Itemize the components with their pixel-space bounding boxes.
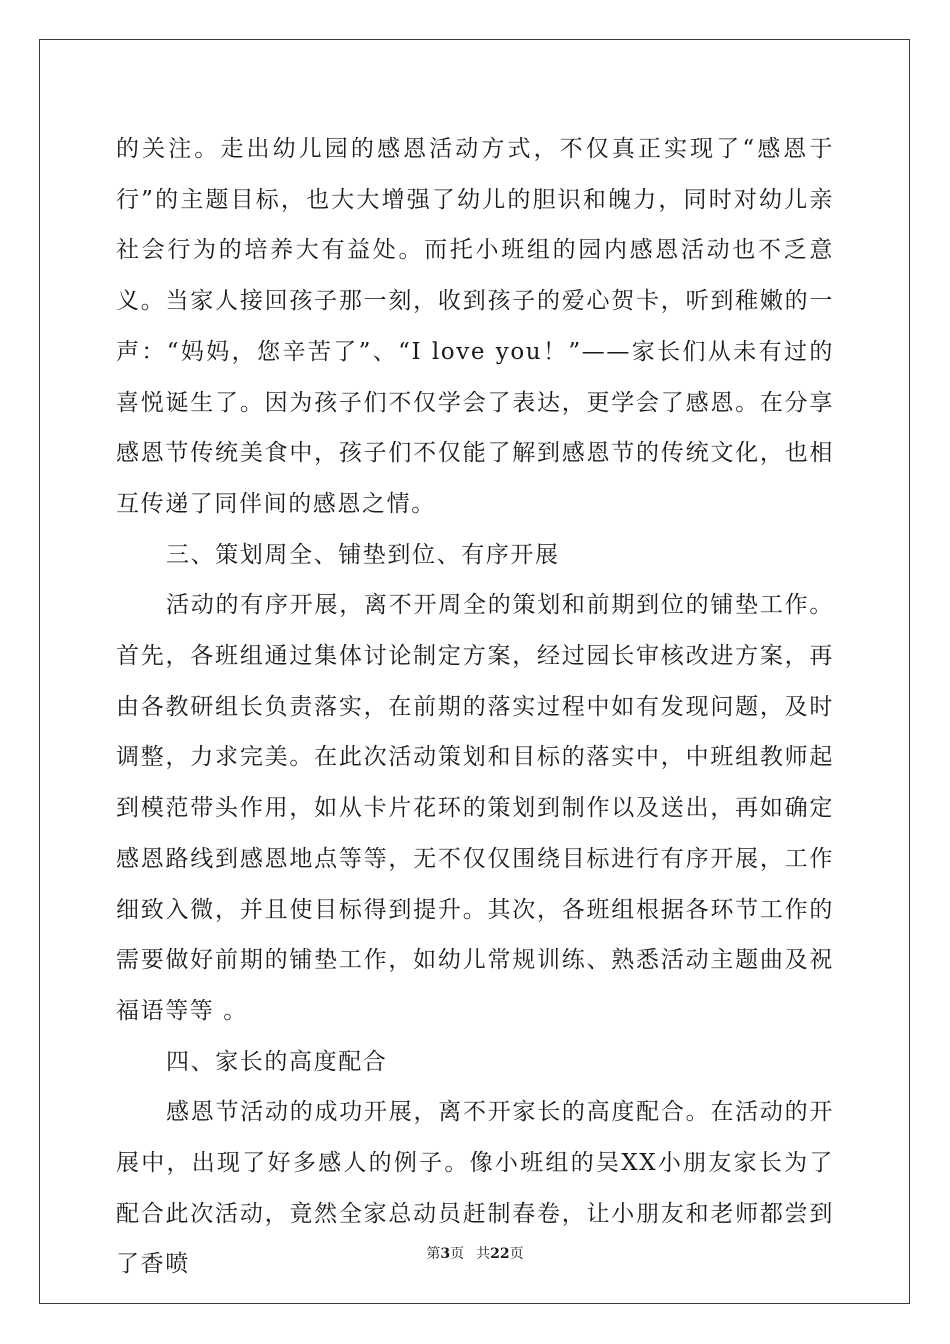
page-footer	[0, 1243, 950, 1263]
paragraph-planning: 活动的有序开展，离不开周全的策划和前期到位的铺垫工作。首先，各班组通过集体讨论制定方案，经过园长审核改进方案，再由各教研组长负责落实，在前期的落实过程中如有发现问题，及时调整，力求完美。在此次活动策划和目标的落实中，中班组教师起到模范带头作用，如从卡片花环的策划到制作以及送出，再如确定感恩路线到感恩地点等等，无不仅仅围绕目标进行有序开展，工作细致入微，并且使目标得到提升。其次，各班组根据各环节工作的需要做好前期的铺垫工作，如幼儿常规训练、熟悉活动主题曲及祝福语等等 。	[116, 592, 834, 1024]
total-suffix: 页	[509, 1246, 524, 1262]
page-prefix: 第	[426, 1246, 441, 1262]
paragraph-continuation: 的关注。走出幼儿园的感恩活动方式，不仅真正实现了“感恩于行”的主题目标，也大大增强了幼儿的胆识和魄力，同时对幼儿亲社会行为的培养大有益处。而托小班组的园内感恩活动也不乏意义。当家人接回孩子那一刻，收到孩子的爱心贺卡，听到稚嫩的一声：“妈妈，您辛苦了”、“I love you！”——家长们从未有过的喜悦诞生了。因为孩子们不仅学会了表达，更学会了感恩。在分享感恩节传统美食中，孩子们不仅能了解到感恩节的传统文化，也相互传递了同伴间的感恩之情。	[116, 136, 834, 517]
section-heading-3: 三、策划周全、铺垫到位、有序开展	[166, 541, 560, 568]
paragraph-parents: 感恩节活动的成功开展，离不开家长的高度配合。在活动的开展中，出现了好多感人的例子。像小班组的吴XX小朋友家长为了配合此次活动，竟然全家总动员赶制春卷，让小朋友和老师都尝到了香喷	[116, 1099, 834, 1278]
page-number: 3	[440, 1246, 451, 1262]
document-body	[116, 124, 834, 1290]
section-heading-4: 四、家长的高度配合	[166, 1048, 388, 1075]
page-suffix: 页	[450, 1246, 465, 1262]
total-prefix: 共	[476, 1246, 491, 1262]
total-pages: 22	[490, 1246, 510, 1262]
